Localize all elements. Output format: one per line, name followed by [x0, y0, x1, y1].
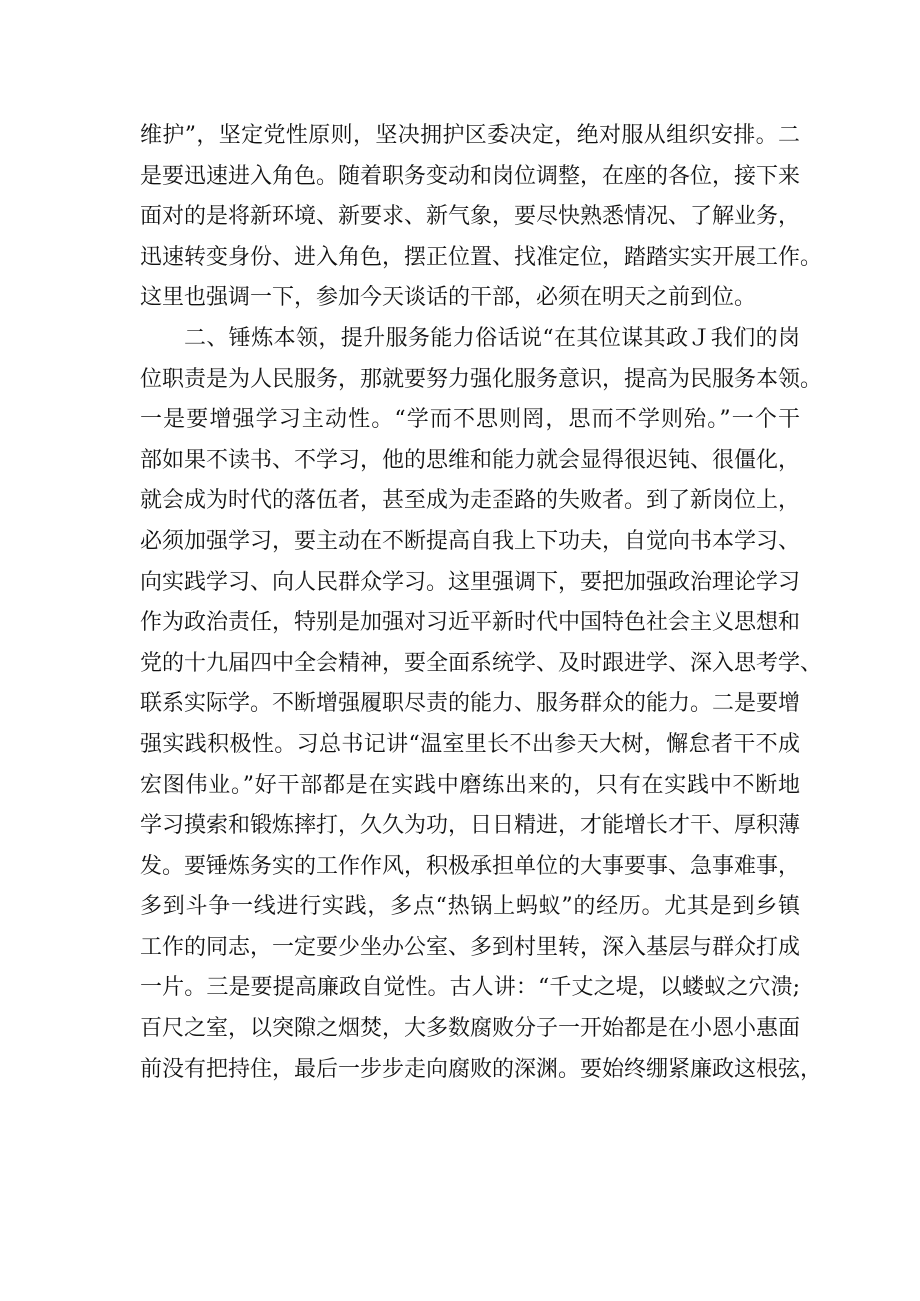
section-heading-line: 二、锤炼本领，提升服务能力俗话说“在其位谋其政Ｊ我们的岗 — [184, 325, 800, 351]
text-line: 作为政治责任，特别是加强对习近平新时代中国特色社会主义思想和 — [140, 610, 801, 636]
text-line: 迅速转变身份、进入角色，摆正位置、找准定位，踏踏实实开展工作。 — [140, 244, 823, 270]
text-line: 多到斗争一线进行实践，多点“热锅上蚂蚁”的经历。尤其是到乡镇 — [140, 894, 800, 920]
text-line: 工作的同志，一定要少坐办公室、多到村里转，深入基层与群众打成 — [140, 934, 801, 960]
text-line: 是要迅速进入角色。随着职务变动和岗位调整，在座的各位，接下来 — [140, 163, 801, 189]
text-line: 宏图伟业。”好干部都是在实践中磨练出来的，只有在实践中不断地 — [140, 772, 800, 798]
text-line: 前没有把持住，最后一步步走向腐败的深渊。要始终绷紧廉政这根弦， — [140, 1056, 823, 1082]
text-line: 党的十九届四中全会精神，要全面系统学、及时跟进学、深入思考学、 — [140, 650, 823, 676]
text-line: 百尺之室，以突隙之烟焚，大多数腐败分子一开始都是在小恩小惠面 — [140, 1016, 801, 1042]
body-text — [140, 116, 823, 1090]
text-line: 联系实际学。不断增强履职尽责的能力、服务群众的能力。二是要增 — [140, 691, 801, 717]
text-line: 位职责是为人民服务，那就要努力强化服务意识，提高为民服务本领。 — [140, 366, 823, 392]
text-line: 学习摸索和锻炼摔打，久久为功，日日精进，才能增长才干、厚积薄 — [140, 813, 801, 839]
text-line: 向实践学习、向人民群众学习。这里强调下，要把加强政治理论学习 — [140, 569, 801, 595]
text-line: 必须加强学习，要主动在不断提高自我上下功夫，自觉向书本学习、 — [140, 528, 801, 554]
text-line: 这里也强调一下，参加今天谈话的干部，必须在明天之前到位。 — [140, 285, 757, 311]
text-line: 维护”，坚定党性原则，坚决拥护区委决定，绝对服从组织安排。二 — [140, 123, 800, 148]
text-line: 发。要锤炼务实的工作作风，积极承担单位的大事要事、急事难事， — [140, 853, 801, 879]
text-line: 强实践积极性。习总书记讲“温室里长不出参天大树，懈怠者干不成 — [140, 731, 800, 757]
text-line: 面对的是将新环境、新要求、新气象，要尽快熟悉情况、了解业务， — [140, 204, 801, 230]
text-line: 一是要增强学习主动性。“学而不思则罔，思而不学则殆。”一个干 — [140, 407, 800, 433]
text-line: 一片。三是要提高廉政自觉性。古人讲：“千丈之堤，以蝼蚁之穴溃; — [140, 975, 800, 1001]
text-line: 就会成为时代的落伍者，甚至成为走歪路的失败者。到了新岗位上， — [140, 488, 801, 514]
text-line: 部如果不读书、不学习，他的思维和能力就会显得很迟钝、很僵化， — [140, 447, 801, 473]
